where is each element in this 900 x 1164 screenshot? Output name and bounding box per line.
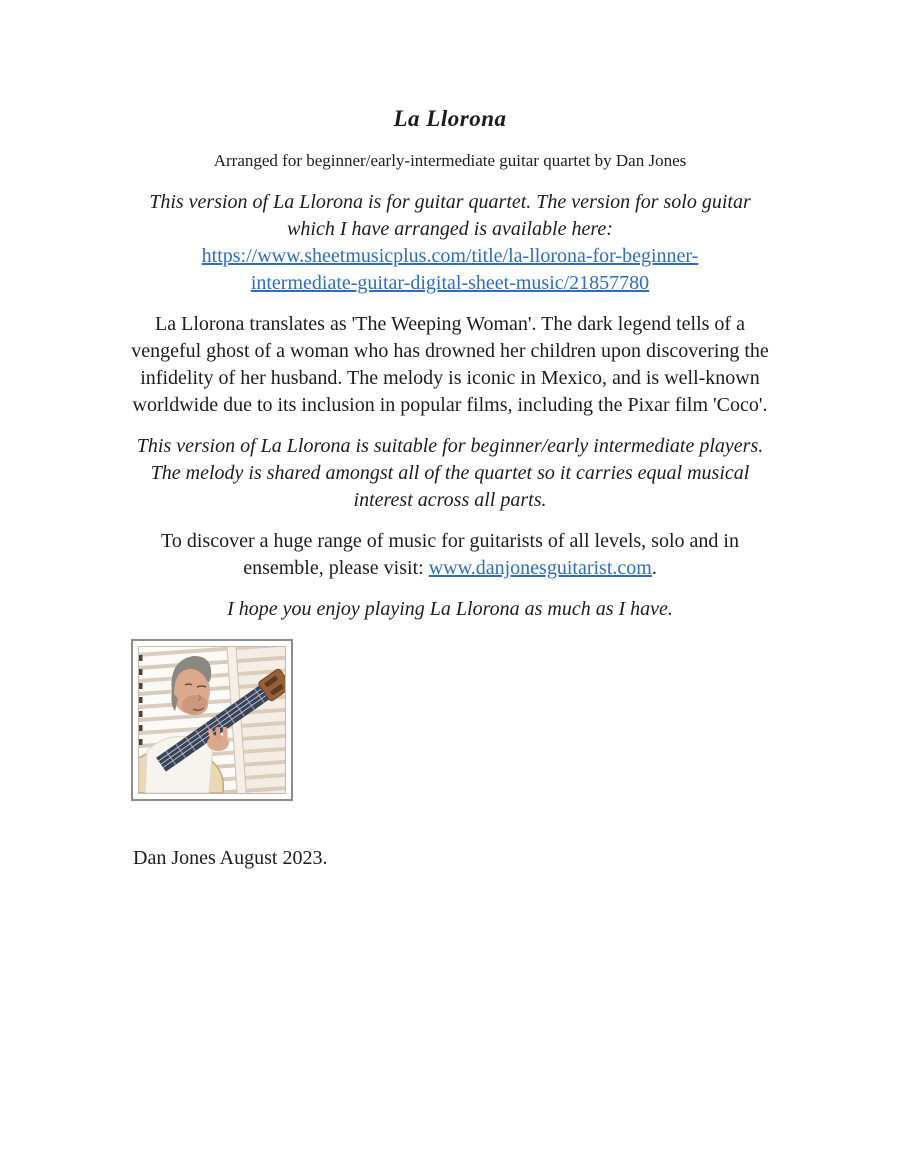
paragraph-sheetmusicplus-link <box>126 243 774 297</box>
bottom-whitespace <box>126 872 774 1132</box>
page-subtitle: Arranged for beginner/early-intermediate guitar quartet by Dan Jones <box>213 151 687 170</box>
discover-text: To discover a huge range of music for guitarists of all levels, solo and in ensemble, please visit: <box>161 530 739 579</box>
photo-row <box>131 639 774 801</box>
fretting-hand <box>207 727 229 751</box>
page-title: La Llorona <box>393 106 507 131</box>
sheetmusicplus-link-line2: intermediate-guitar-digital-sheet-music/21857780 <box>250 272 650 294</box>
signature-line: Dan Jones August 2023. <box>133 847 328 869</box>
document-page <box>126 0 774 1132</box>
danjonesguitarist-link[interactable]: www.danjonesguitarist.com <box>428 557 652 579</box>
guitarist-photo <box>139 647 285 793</box>
photo-frame <box>131 639 293 801</box>
paragraph-legend: La Llorona translates as 'The Weeping Woman'. The dark legend tells of a vengeful ghost of a woman who has drowned her children upon discovering the infidelity of her husband. The melody is iconic in Mexico, and is well-known worldwide due to its inclusion in popular films, including the Pixar film 'Coco'. <box>131 313 769 416</box>
sheetmusicplus-link-line1: https://www.sheetmusicplus.com/title/la-llorona-for-beginner- <box>201 245 699 267</box>
version-note-text: This version of La Llorona is for guitar quartet. The version for solo guitar which I have arranged is available here: <box>149 191 751 240</box>
paragraph-version-note <box>126 189 774 243</box>
discover-period: . <box>651 557 657 579</box>
paragraph-discover <box>126 528 774 582</box>
sheetmusicplus-link[interactable] <box>202 245 699 294</box>
guitarist-head <box>171 656 211 715</box>
paragraph-closing: I hope you enjoy playing La Llorona as much as I have. <box>227 598 673 620</box>
paragraph-suitability: This version of La Llorona is suitable for beginner/early intermediate players. The melody is shared amongst all of the quartet so it carries equal musical interest across all parts. <box>136 435 764 511</box>
